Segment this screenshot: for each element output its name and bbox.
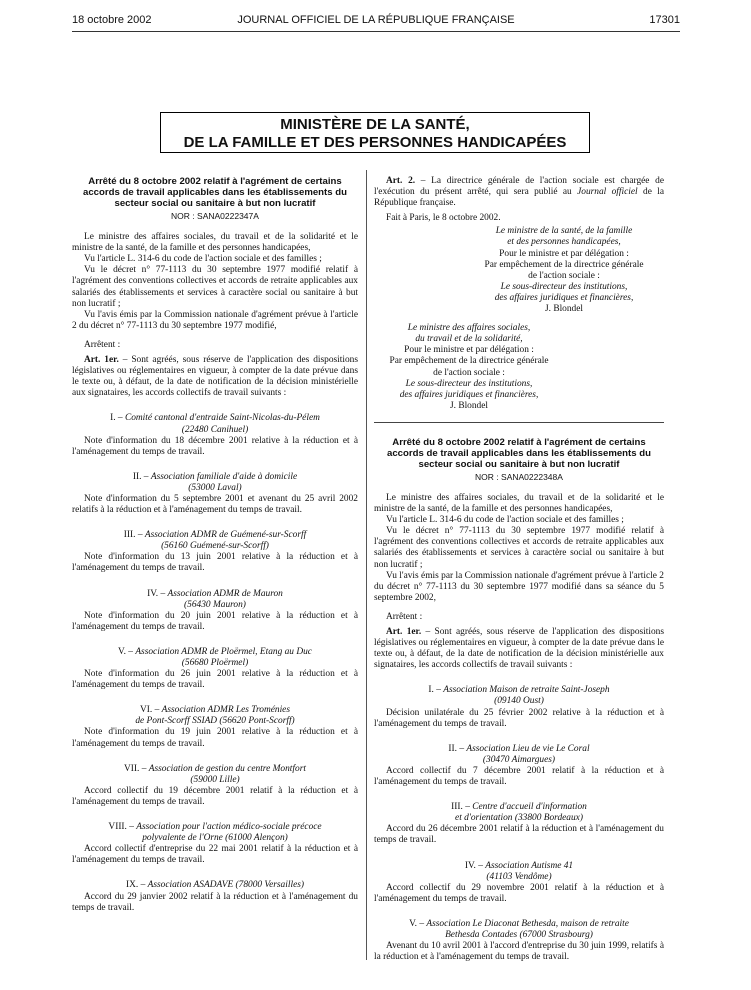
- section-heading: VI. – Association ADMR Les Troménies de Pont-Scorff SSIAD (56620 Pont-Scorff): [135, 705, 295, 727]
- agreement-section: [374, 919, 664, 963]
- section-text: Note d'information du 19 juin 2001 relative à la réduction et à l'aménagement du temps de travail.: [72, 727, 358, 749]
- section-text: Accord du 26 décembre 2001 relatif à la réduction et à l'aménagement du temps de travail.: [374, 824, 664, 846]
- ministry-line-1: MINISTÈRE DE LA SANTÉ,: [280, 116, 470, 133]
- section-heading: III. – Centre d'accueil d'information et d'orientation (33800 Bordeaux): [451, 802, 587, 824]
- section-heading: III. – Association ADMR de Guémené-sur-Scorff (56160 Guémené-sur-Scorff): [123, 530, 307, 552]
- intro-paragraph: Le ministre des affaires sociales, du travail et de la solidarité et le ministre de la santé, de la famille et des personnes handicapées,: [374, 492, 664, 515]
- agreement-section: [374, 861, 664, 905]
- section-heading: I. – Comité cantonal d'entraide Saint-Nicolas-du-Pélem (22480 Canihuel): [110, 413, 320, 435]
- article-label: Art. 1er.: [386, 627, 422, 637]
- intro-paragraph: Vu le décret n° 77-1113 du 30 septembre 1977 modifié relatif à l'agrément des conventions collectives et accords de retraite applicables aux salariés des établissements et services à caractère social ou sanitaire à but non lucratif ;: [374, 526, 664, 570]
- section-text: Accord collectif du 7 décembre 2001 relatif à la réduction et à l'aménagement du temps de travail.: [374, 765, 664, 788]
- article-label: Art. 1er.: [84, 355, 119, 366]
- section-heading: VII. – Association de gestion du centre Montfort (59000 Lille): [124, 763, 306, 785]
- intro-paragraph: Vu l'article L. 314-6 du code de l'action sociale et des familles ;: [84, 254, 322, 265]
- decree-title: Arrêté du 8 octobre 2002 relatif à l'agrément de certains accords de travail applicables dans les établissements du secteur social ou sanitaire à but non lucratif: [83, 176, 347, 209]
- section-heading: V. – Association ADMR de Ploërmel, Etang au Duc (56680 Ploërmel): [118, 646, 312, 668]
- section-text: Accord collectif du 29 novembre 2001 relatif à la réduction et à l'aménagement du temps de travail.: [374, 882, 664, 904]
- ministry-line-2: DE LA FAMILLE ET DES PERSONNES HANDICAPÉES: [183, 134, 567, 151]
- section-text: Note d'information du 18 décembre 2001 relative à la réduction et à l'aménagement du temps de travail.: [72, 435, 358, 457]
- header-rule: [72, 31, 680, 32]
- article-1: Art. 1er. – Sont agréés, sous réserve de l'application des dispositions législatives ou réglementaires en vigueur, à compter de la date prévue dans le texte ou, à défaut, de la date de notification de la décision ministérielle aux signataires, les accords collectifs de travail suivants :: [374, 627, 664, 671]
- signature-block-1: Le ministre de la santé, de la famille et des personnes handicapées, Pour le ministre et par délégation : Par empêchement de la directrice générale de l'action sociale : Le sous-directeur des institutions, des affaires juridiques et financières, J. Blondel: [464, 226, 664, 315]
- section-text: Accord du 29 janvier 2002 relatif à la réduction et à l'aménagement du temps de travail.: [72, 891, 358, 913]
- signatory-name: J. Blondel: [544, 304, 584, 315]
- section-heading: IV. – Association ADMR de Mauron (56430 Mauron): [147, 588, 283, 610]
- section-text: Note d'information du 26 juin 2001 relative à la réduction et à l'aménagement du temps de travail.: [72, 669, 358, 691]
- intro-paragraph: Vu le décret n° 77-1113 du 30 septembre 1977 modifié relatif à l'agrément des conventions collectives et accords de retraite applicables aux salariés des établissements et services à caractère social ou sanitaire à but non lucratif ;: [72, 265, 358, 309]
- header-journal: JOURNAL OFFICIEL DE LA RÉPUBLIQUE FRANÇAISE: [237, 14, 515, 26]
- intro-paragraph: Vu l'avis émis par la Commission nationale d'agrément prévue à l'article 2 du décret n° 77-1113 du 30 septembre 1977 modifié,: [72, 309, 358, 331]
- article-2: Art. 2. – La directrice générale de l'action sociale est chargée de l'exécution du présent arrêté, qui sera publié au Journal officiel de la République française.: [374, 176, 664, 209]
- agreement-section: [72, 822, 358, 866]
- article-1: [72, 355, 358, 399]
- section-heading: II. – Association familiale d'aide à domicile (53000 Laval): [132, 471, 298, 493]
- nor-reference: NOR : SANA0222348A: [475, 471, 563, 482]
- section-heading: IV. – Association Autisme 41 (41103 Vendôme): [464, 860, 574, 882]
- intro-paragraph: Le ministre des affaires sociales, du travail et de la solidarité et le ministre de la santé, de la famille et des personnes handicapées,: [72, 232, 358, 254]
- ministry-box: [160, 112, 590, 153]
- intro-paragraph: Vu l'avis émis par la Commission nationale d'agrément prévue à l'article 2 du décret n° 77-1113 du 30 septembre 1977 modifié dans sa séance du 5 septembre 2002,: [374, 570, 664, 603]
- agreement-section: [72, 705, 358, 749]
- right-column: [374, 176, 664, 963]
- section-text: Accord collectif du 19 décembre 2001 relatif à la réduction et à l'aménagement du temps de travail.: [72, 785, 358, 807]
- agreement-section: [72, 589, 358, 633]
- agreement-section: [72, 530, 358, 574]
- section-text: Avenant du 10 avril 2001 à l'accord d'entreprise du 30 juin 1999, relatifs à la réduction et à l'aménagement du temps de travail.: [374, 941, 664, 963]
- signature-place-date: Fait à Paris, le 8 octobre 2002.: [386, 213, 501, 224]
- signatory-name: J. Blondel: [449, 400, 489, 411]
- section-heading: I. – Association Maison de retraite Saint-Joseph (09140 Oust): [428, 685, 610, 707]
- section-text: Décision unilatérale du 25 février 2002 relative à la réduction et à l'aménagement du temps de travail.: [374, 707, 664, 729]
- page-header: [72, 14, 680, 32]
- arretent-label: Arrêtent :: [386, 611, 423, 622]
- agreement-section: [72, 764, 358, 808]
- article-text: – Sont agréés, sous réserve de l'application des dispositions législatives ou réglementaires en vigueur, à compter de la date prévue dans le texte ou, à défaut, de la date de notification de la décision ministérielle aux signataires, les accords collectifs de travail suivants :: [72, 355, 359, 399]
- signature-block-2: Le ministre des affaires sociales, du travail et de la solidarité, Pour le ministre et par délégation : Par empêchement de la directrice générale de l'action sociale : Le sous-directeur des institutions, des affaires juridiques et financières, J. Blondel: [374, 323, 564, 412]
- nor-reference: NOR : SANA0222347A: [171, 211, 259, 221]
- decree-title: Arrêté du 8 octobre 2002 relatif à l'agrément de certains accords de travail applicables dans les établissements du secteur social ou sanitaire à but non lucratif: [387, 436, 651, 470]
- article-label: Art. 2.: [386, 176, 416, 186]
- agreement-section: [374, 744, 664, 788]
- decree-separator: [374, 422, 664, 423]
- header-page-number: 17301: [649, 14, 680, 26]
- agreement-section: [72, 647, 358, 691]
- section-text: Note d'information du 13 juin 2001 relative à la réduction et à l'aménagement du temps de travail.: [72, 552, 358, 574]
- left-column: [72, 176, 358, 914]
- section-text: Note d'information du 5 septembre 2001 et avenant du 25 avril 2002 relatifs à la réduction et à l'aménagement du temps de travail.: [72, 493, 358, 516]
- agreement-section: [72, 472, 358, 516]
- arretent-label: Arrêtent :: [84, 339, 121, 350]
- section-heading: V. – Association Le Diaconat Bethesda, maison de retraite Bethesda Contades (67000 Strasbourg): [409, 918, 629, 940]
- section-heading: VIII. – Association pour l'action médico-sociale précoce polyvalente de l'Orne (61000 Alençon): [108, 822, 322, 844]
- section-heading: II. – Association Lieu de vie Le Coral (30470 Aimargues): [448, 743, 590, 765]
- section-heading: IX. – Association ASADAVE (78000 Versailles): [126, 880, 304, 891]
- column-divider: [366, 170, 367, 960]
- agreement-section: [374, 802, 664, 846]
- agreement-section: [72, 880, 358, 913]
- intro-paragraph: Vu l'article L. 314-6 du code de l'action sociale et des familles ;: [386, 515, 624, 526]
- agreement-section: [374, 685, 664, 729]
- agreement-section: [72, 413, 358, 457]
- header-date: 18 octobre 2002: [72, 14, 152, 26]
- section-text: Accord collectif d'entreprise du 22 mai 2001 relatif à la réduction et à l'aménagement du temps de travail.: [72, 844, 358, 866]
- section-text: Note d'information du 20 juin 2001 relative à la réduction et à l'aménagement du temps de travail.: [72, 610, 358, 632]
